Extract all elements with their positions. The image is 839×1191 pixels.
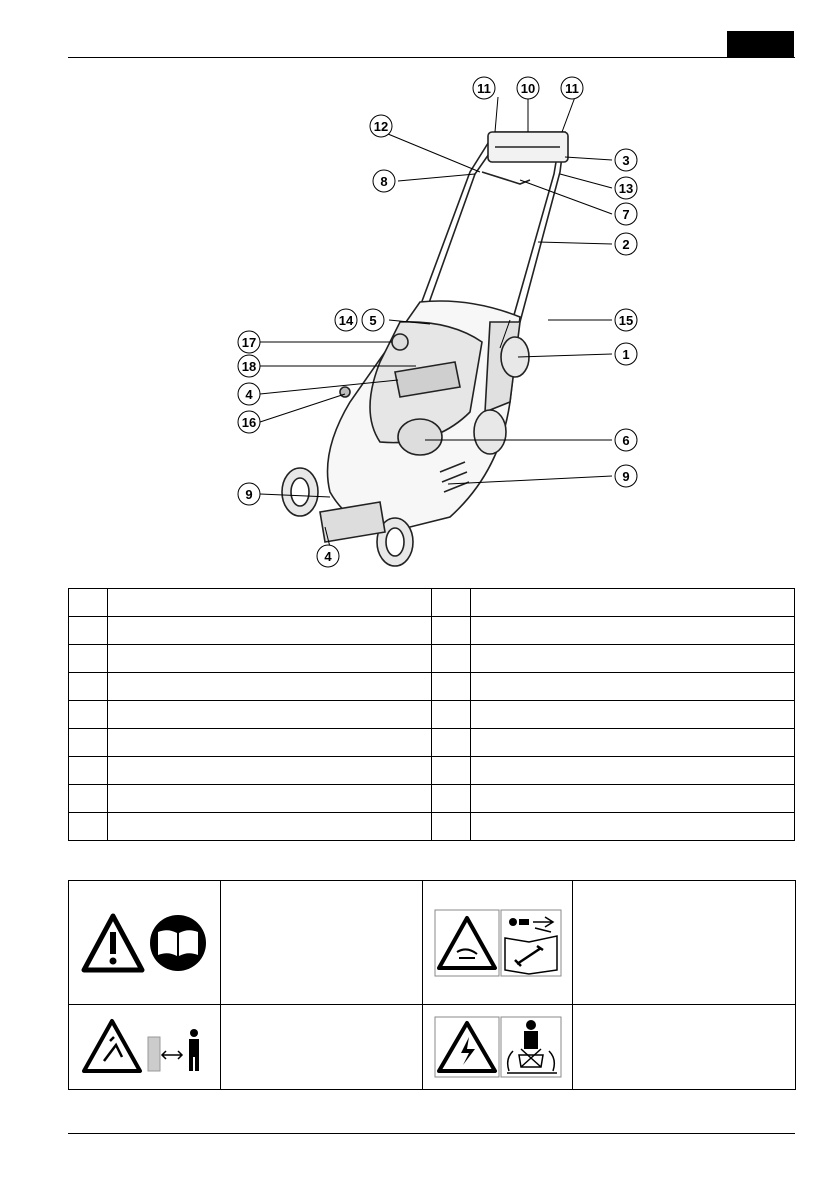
svg-text:4: 4 [324,549,332,564]
part-description [108,645,432,673]
svg-text:8: 8 [380,174,388,189]
part-number [69,617,108,645]
svg-text:9: 9 [622,469,630,484]
part-number [69,813,108,841]
part-number [69,701,108,729]
callout-4a [238,383,260,405]
svg-text:2: 2 [622,237,630,252]
table-row [69,785,795,813]
svg-text:9: 9 [245,487,253,502]
thrown-objects-triangle-icon [84,1021,140,1071]
callout-1 [615,343,637,365]
part-description [108,729,432,757]
part-number [69,729,108,757]
svg-text:14: 14 [338,313,354,328]
svg-text:11: 11 [477,81,491,96]
language-tab-marker [727,31,794,58]
part-number [432,813,471,841]
svg-text:7: 7 [622,207,630,222]
table-row [69,729,795,757]
symbol-cell [69,1005,221,1090]
table-row [69,617,795,645]
svg-text:16: 16 [241,415,257,430]
table-row [69,813,795,841]
lawnmower-diagram [220,72,670,572]
part-number [69,785,108,813]
callout-12 [370,115,392,137]
callout-4b [317,545,339,567]
part-description [471,617,795,645]
part-description [108,785,432,813]
svg-text:1: 1 [622,347,630,362]
part-description [471,813,795,841]
part-description [108,813,432,841]
part-number [69,645,108,673]
symbol-cell [423,881,573,1005]
callout-15 [615,309,637,331]
part-description [471,785,795,813]
part-number [432,757,471,785]
symbol-description [573,1005,796,1090]
svg-text:10: 10 [520,81,536,96]
parts-list-table [68,588,795,841]
keep-distance-bystander-icon [148,1029,199,1071]
symbol-description [573,881,796,1005]
callout-9b [238,483,260,505]
table-row [69,757,795,785]
part-description [108,673,432,701]
callout-3 [615,149,637,171]
part-description [108,701,432,729]
table-row [69,1005,796,1090]
svg-text:5: 5 [369,313,377,328]
svg-text:15: 15 [618,313,634,328]
part-number [69,673,108,701]
callout-18 [238,355,260,377]
svg-text:3: 3 [622,153,630,168]
callout-9a [615,465,637,487]
part-number [432,785,471,813]
part-number [432,701,471,729]
footer-rule [68,1133,795,1134]
callout-5 [362,309,384,331]
part-description [471,589,795,617]
part-description [471,701,795,729]
svg-text:13: 13 [618,181,634,196]
svg-text:4: 4 [245,387,253,402]
part-description [108,589,432,617]
part-number [432,673,471,701]
part-number [432,589,471,617]
symbol-cell [69,881,221,1005]
part-number [69,589,108,617]
callout-13 [615,177,637,199]
table-row [69,645,795,673]
callout-16 [238,411,260,433]
symbol-cell [423,1005,573,1090]
callout-7 [615,203,637,225]
warning-triangle-icon [84,916,142,970]
part-description [471,645,795,673]
part-description [471,673,795,701]
symbol-description [221,881,423,1005]
part-description [108,757,432,785]
symbol-description [221,1005,423,1090]
read-manual-icon [150,915,206,971]
part-number [432,617,471,645]
svg-text:18: 18 [241,359,257,374]
part-number [432,729,471,757]
svg-text:11: 11 [565,81,579,96]
table-row [69,881,796,1005]
table-row [69,589,795,617]
callout-14 [335,309,357,331]
callout-11b [561,77,583,99]
header-rule [68,57,795,58]
table-row [69,701,795,729]
table-row [69,673,795,701]
part-description [108,617,432,645]
callout-2 [615,233,637,255]
callout-8 [373,170,395,192]
svg-text:17: 17 [241,335,257,350]
part-number [69,757,108,785]
callout-6 [615,429,637,451]
part-number [432,645,471,673]
part-description [471,757,795,785]
callout-17 [238,331,260,353]
svg-text:6: 6 [622,433,630,448]
callout-11a [473,77,495,99]
svg-text:12: 12 [373,119,389,134]
warning-symbols-table [68,880,796,1090]
part-description [471,729,795,757]
callout-10 [517,77,539,99]
